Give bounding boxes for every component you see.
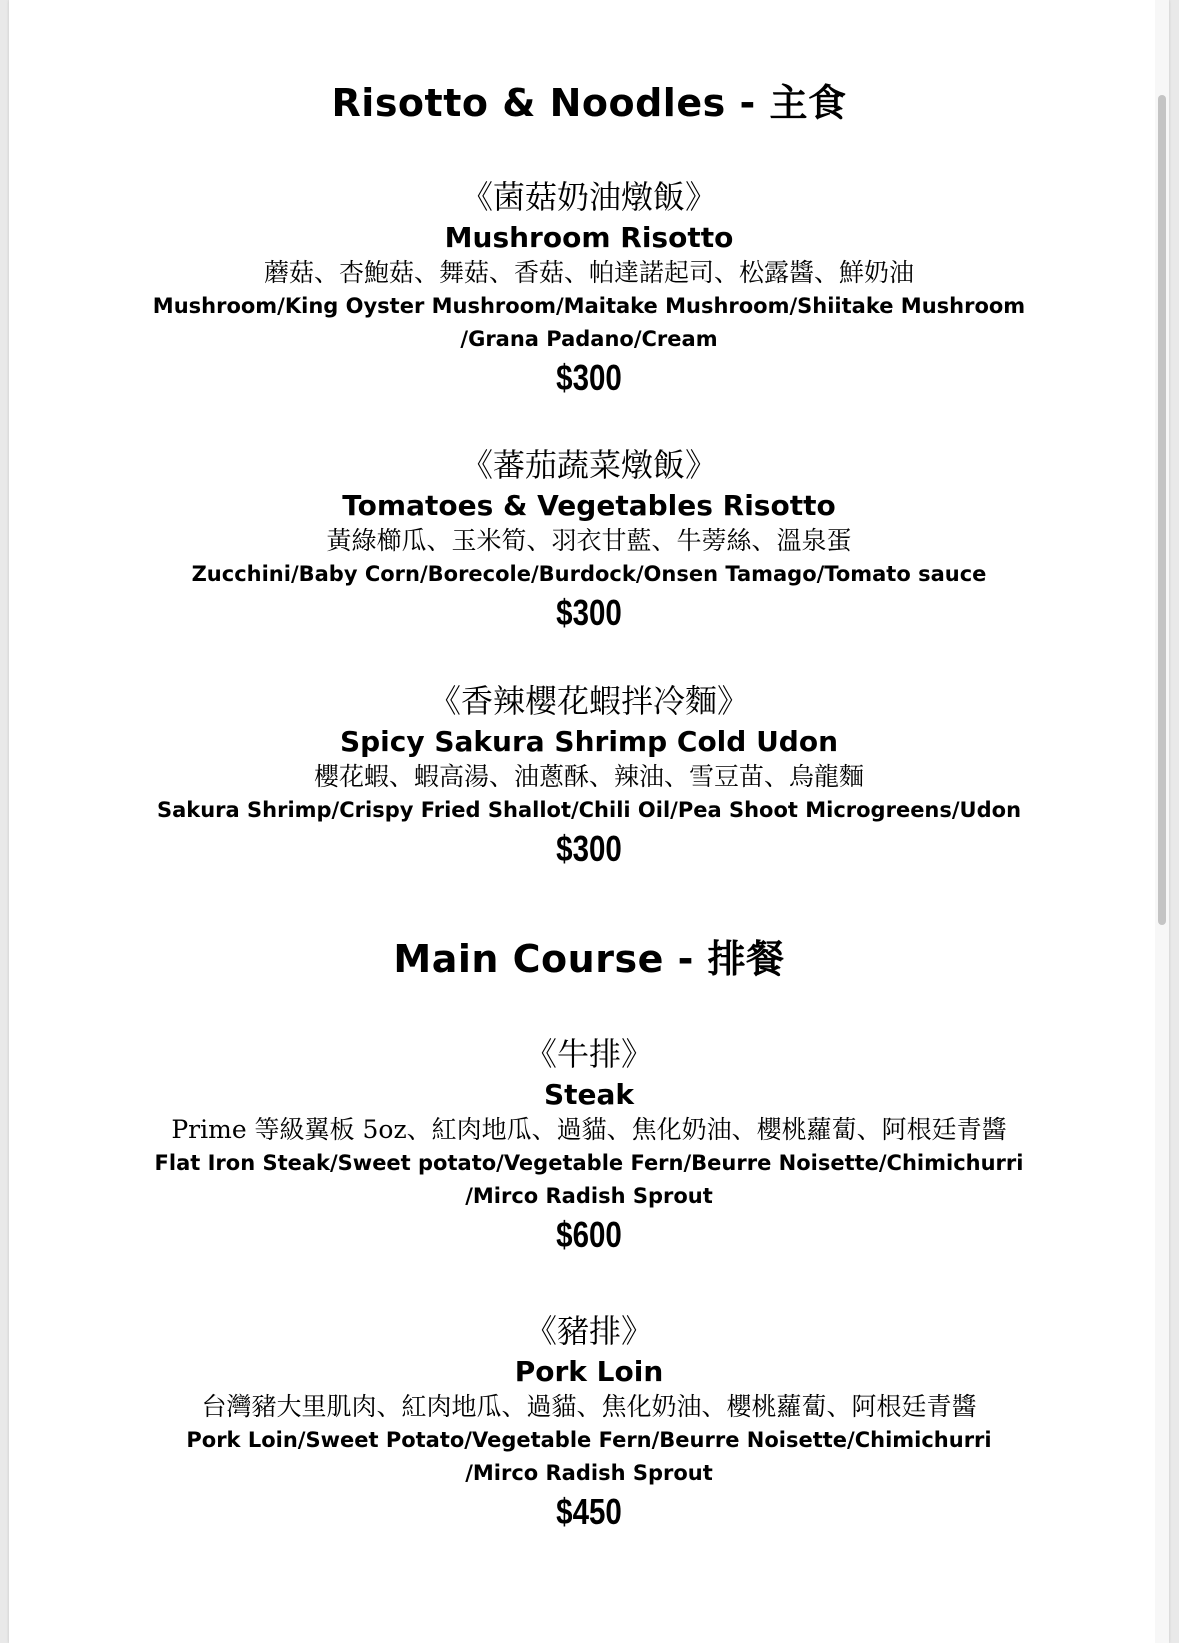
item-zh-ingredients: 黃綠櫛瓜、玉米筍、羽衣甘藍、牛蒡絲、溫泉蛋 [326, 526, 852, 555]
section-title-main-course: Main Course - 排餐 [393, 937, 785, 981]
item-price: $300 [556, 828, 622, 869]
scrollbar-thumb[interactable] [1158, 95, 1166, 925]
item-en-name: Pork Loin [514, 1355, 664, 1388]
item-en-name: Spicy Sakura Shrimp Cold Udon [339, 725, 839, 758]
item-en-ingredients-line: /Grana Padano/Cream [460, 327, 718, 351]
item-en-name: Tomatoes & Vegetables Risotto [342, 489, 836, 522]
item-zh-name: 《蕃茄蔬菜燉飯》 [460, 446, 717, 484]
vertical-scrollbar[interactable] [1155, 0, 1169, 1643]
item-zh-ingredients: 台灣豬大里肌肉、紅肉地瓜、過貓、焦化奶油、櫻桃蘿蔔、阿根廷青醬 [201, 1392, 977, 1421]
item-zh-name: 《香辣櫻花蝦拌冷麵》 [428, 682, 749, 720]
item-en-ingredients-line: Mushroom/King Oyster Mushroom/Maitake Mushroom/Shiitake Mushroom [152, 294, 1026, 318]
menu-item-tomato-risotto [9, 444, 1169, 635]
item-zh-name: 《牛排》 [524, 1035, 653, 1073]
item-en-ingredients-line: Flat Iron Steak/Sweet potato/Vegetable Fern/Beurre Noisette/Chimichurri [154, 1151, 1024, 1175]
item-en-ingredients-line: Sakura Shrimp/Crispy Fried Shallot/Chili Oil/Pea Shoot Microgreens/Udon [156, 798, 1022, 822]
item-zh-name: 《豬排》 [524, 1312, 653, 1350]
item-zh-name: 《菌菇奶油燉飯》 [460, 178, 717, 216]
item-zh-ingredients: Prime 等級翼板 5oz、紅肉地瓜、過貓、焦化奶油、櫻桃蘿蔔、阿根廷青醬 [171, 1115, 1007, 1144]
item-en-ingredients-line: /Mirco Radish Sprout [465, 1461, 713, 1485]
menu-item-mushroom-risotto [9, 176, 1169, 400]
item-zh-ingredients: 蘑菇、杏鮑菇、舞菇、香菇、帕達諾起司、松露醬、鮮奶油 [263, 258, 914, 287]
menu-page [9, 0, 1169, 1643]
item-en-name: Steak [543, 1078, 635, 1111]
menu-item-pork-loin [9, 1310, 1169, 1534]
item-price: $300 [556, 592, 622, 633]
item-en-ingredients-line: /Mirco Radish Sprout [465, 1184, 713, 1208]
item-price: $450 [556, 1491, 622, 1532]
item-price: $600 [556, 1214, 622, 1255]
item-en-name: Mushroom Risotto [444, 221, 734, 254]
item-price: $300 [556, 357, 622, 398]
menu-item-steak [9, 1033, 1169, 1257]
menu-item-sakura-shrimp-udon [9, 680, 1169, 871]
item-zh-ingredients: 櫻花蝦、蝦高湯、油蔥酥、辣油、雪豆苗、烏龍麵 [313, 762, 864, 791]
item-en-ingredients-line: Zucchini/Baby Corn/Borecole/Burdock/Onsen Tamago/Tomato sauce [191, 562, 987, 586]
item-en-ingredients-line: Pork Loin/Sweet Potato/Vegetable Fern/Beurre Noisette/Chimichurri [186, 1428, 992, 1452]
section-title-risotto-noodles: Risotto & Noodles - 主食 [331, 81, 847, 125]
